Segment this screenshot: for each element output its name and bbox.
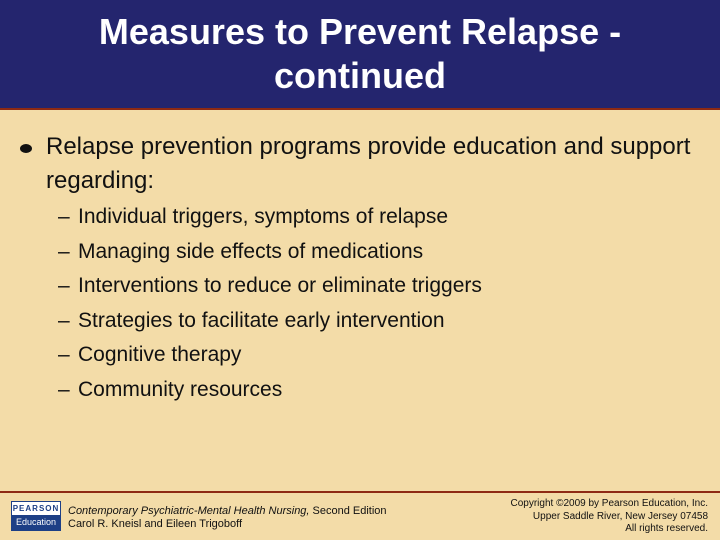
list-item-text: Interventions to reduce or eliminate triggers [78, 274, 482, 298]
dash-icon: – [58, 274, 70, 298]
list-item [58, 269, 698, 304]
sub-bullet-list [58, 200, 698, 408]
list-item-text: Community resources [78, 377, 283, 401]
bullet-dot-icon [20, 144, 32, 153]
main-bullet-text: Relapse prevention programs provide education and support regarding: [46, 133, 691, 194]
main-bullet [20, 130, 710, 198]
footer-divider [0, 491, 720, 493]
book-citation [68, 505, 408, 531]
book-title: Contemporary Psychiatric-Mental Health Nursing, [68, 505, 310, 517]
list-item [58, 200, 698, 235]
list-item-text: Cognitive therapy [78, 343, 242, 367]
dash-icon: – [58, 239, 70, 263]
pearson-logo [11, 501, 61, 531]
list-item [58, 373, 698, 408]
title-bar [0, 0, 720, 108]
book-authors: Carol R. Kneisl and Eileen Trigoboff [68, 518, 243, 530]
slide-title: Measures to Prevent Relapse - continued [98, 11, 622, 96]
dash-icon: – [58, 205, 70, 228]
dash-icon: – [58, 377, 70, 401]
list-item-text: Managing side effects of medications [78, 239, 424, 263]
dash-icon: – [58, 308, 70, 332]
dash-icon: – [58, 343, 70, 367]
header-divider [0, 108, 720, 110]
list-item [58, 304, 698, 339]
copyright-notice [448, 498, 708, 536]
copyright-line: All rights reserved. [625, 523, 708, 534]
list-item-text: Individual triggers, symptoms of relapse [78, 205, 448, 228]
copyright-line: Upper Saddle River, New Jersey 07458 [532, 510, 708, 522]
list-item [58, 235, 698, 270]
copyright-line: Copyright ©2009 by Pearson Education, Inc. [510, 498, 708, 509]
logo-top-text: PEARSON [12, 504, 60, 513]
list-item-text: Strategies to facilitate early intervention [78, 308, 445, 332]
logo-bottom-text: Education [12, 515, 60, 530]
list-item [58, 338, 698, 373]
book-edition: Second Edition [309, 505, 387, 517]
